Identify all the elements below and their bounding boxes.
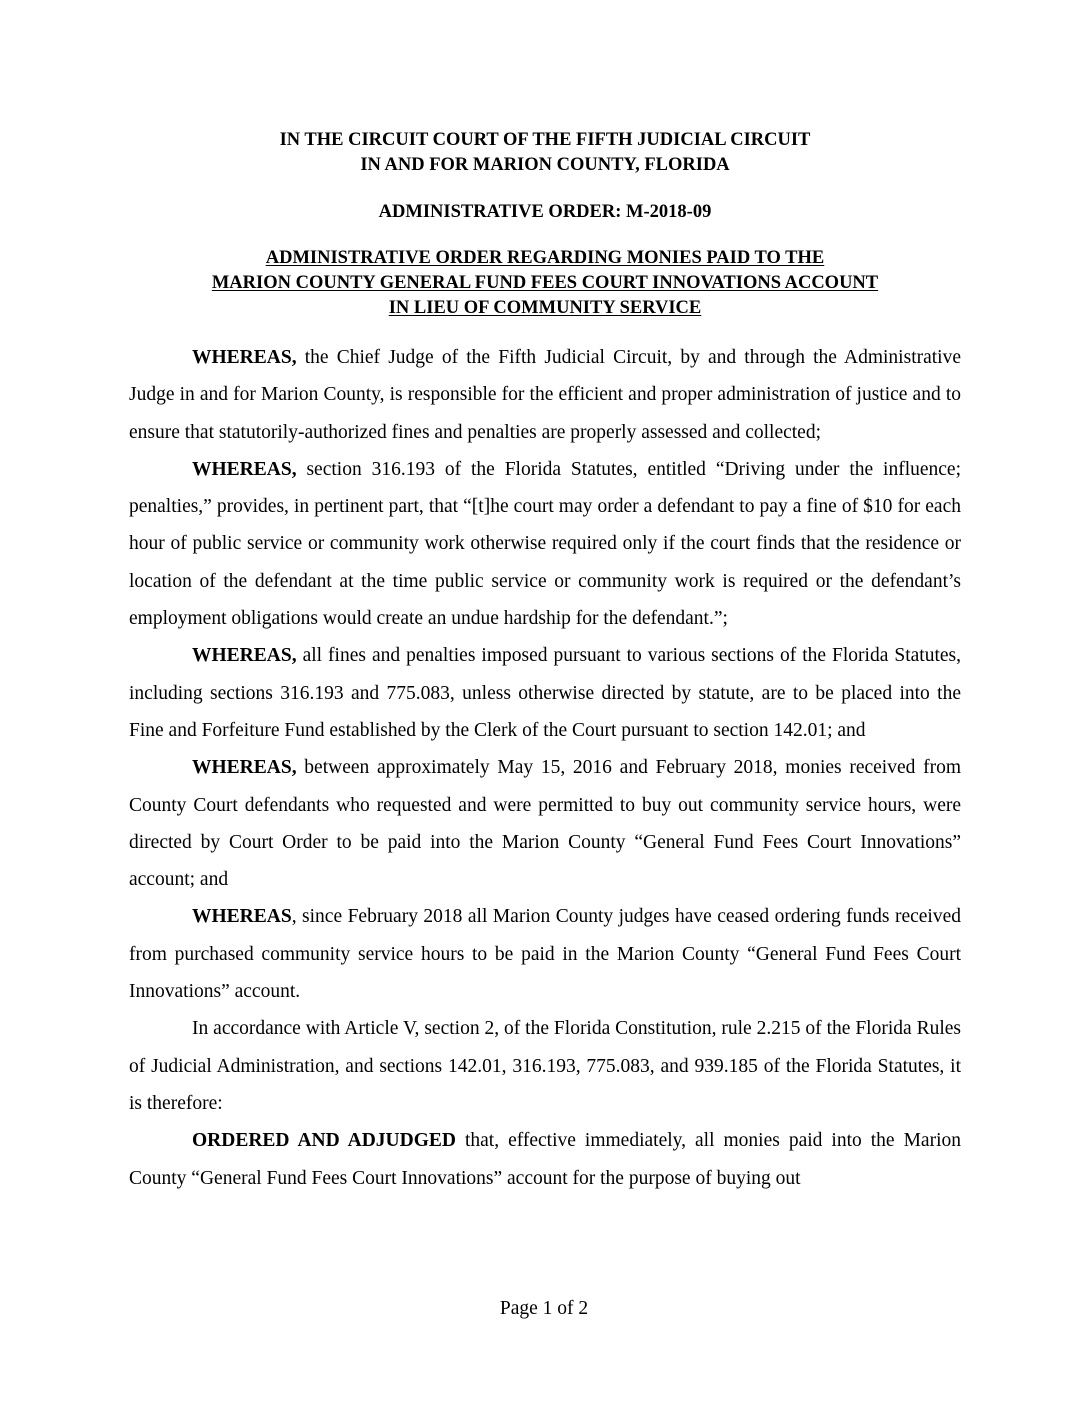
paragraph-lead: ORDERED AND ADJUDGED: [192, 1130, 456, 1152]
paragraph-text: , since February 2018 all Marion County judges have ceased ordering funds received from purchased community service hours to be paid in the Marion County “General Fund Fees Court Innovations” account.: [129, 906, 961, 1003]
paragraph-text: that, effective immediately, all monies paid into the Marion County “General Fund Fees Court Innovations” account for the purpose of buying out: [129, 1130, 961, 1189]
whereas-paragraph-3: [129, 637, 961, 749]
order-title: [129, 246, 961, 321]
court-heading-line-2: IN AND FOR MARION COUNTY, FLORIDA: [360, 155, 730, 175]
page-footer: [0, 1297, 1088, 1321]
paragraph-text: the Chief Judge of the Fifth Judicial Circuit, by and through the Administrative Judge in and for Marion County, is responsible for the efficient and proper administration of justice and to ensure that statutorily-authorized fines and penalties are properly assessed and collected;: [129, 347, 961, 443]
court-heading: [129, 128, 961, 178]
paragraph-lead: WHEREAS,: [192, 347, 297, 368]
authority-paragraph: [129, 1010, 961, 1122]
paragraph-text: all fines and penalties imposed pursuant to various sections of the Florida Statutes, including sections 316.193 and 775.083, unless otherwise directed by statute, are to be placed into the Fine and Forfeiture Fund established by the Clerk of the Court pursuant to section 142.01; and: [129, 645, 961, 741]
whereas-paragraph-5: [129, 898, 961, 1010]
paragraph-lead: WHEREAS,: [192, 458, 297, 480]
whereas-paragraph-2: [129, 451, 961, 637]
order-title-line-2: MARION COUNTY GENERAL FUND FEES COURT INNOVATIONS ACCOUNT: [211, 273, 879, 293]
paragraph-lead: WHEREAS: [192, 906, 292, 928]
whereas-paragraph-1: [129, 339, 961, 451]
court-heading-line-1: IN THE CIRCUIT COURT OF THE FIFTH JUDICIAL CIRCUIT: [279, 130, 811, 150]
paragraph-text: between approximately May 15, 2016 and February 2018, monies received from County Court defendants who requested and were permitted to buy out community service hours, were directed by Court Order to be paid into the Marion County “General Fund Fees Court Innovations” account; and: [129, 757, 961, 891]
paragraph-lead: WHEREAS,: [192, 645, 297, 667]
ordered-paragraph: [129, 1122, 961, 1197]
paragraph-lead: WHEREAS,: [192, 757, 297, 779]
paragraph-text: section 316.193 of the Florida Statutes, entitled “Driving under the influence; penalties,” provides, in pertinent part, that “[t]he court may order a defendant to pay a fine of $10 for each hour of public service or community work otherwise required only if the court finds that the residence or location of the defendant at the time public service or community work is required or the defendant’s employment obligations would create an undue hardship for the defendant.”;: [129, 458, 961, 630]
whereas-paragraph-4: [129, 749, 961, 898]
order-title-line-1: ADMINISTRATIVE ORDER REGARDING MONIES PAID TO THE: [265, 248, 825, 268]
document-content: [129, 128, 961, 1197]
order-body: [129, 339, 961, 1197]
paragraph-text: In accordance with Article V, section 2, of the Florida Constitution, rule 2.215 of the Florida Rules of Judicial Administration, and sections 142.01, 316.193, 775.083, and 939.185 of the Florida Statutes, it is therefore:: [129, 1018, 961, 1114]
order-title-line-3: IN LIEU OF COMMUNITY SERVICE: [388, 298, 702, 318]
page-number: Page 1 of 2: [499, 1298, 589, 1319]
order-number: ADMINISTRATIVE ORDER: M-2018-09: [378, 202, 712, 222]
